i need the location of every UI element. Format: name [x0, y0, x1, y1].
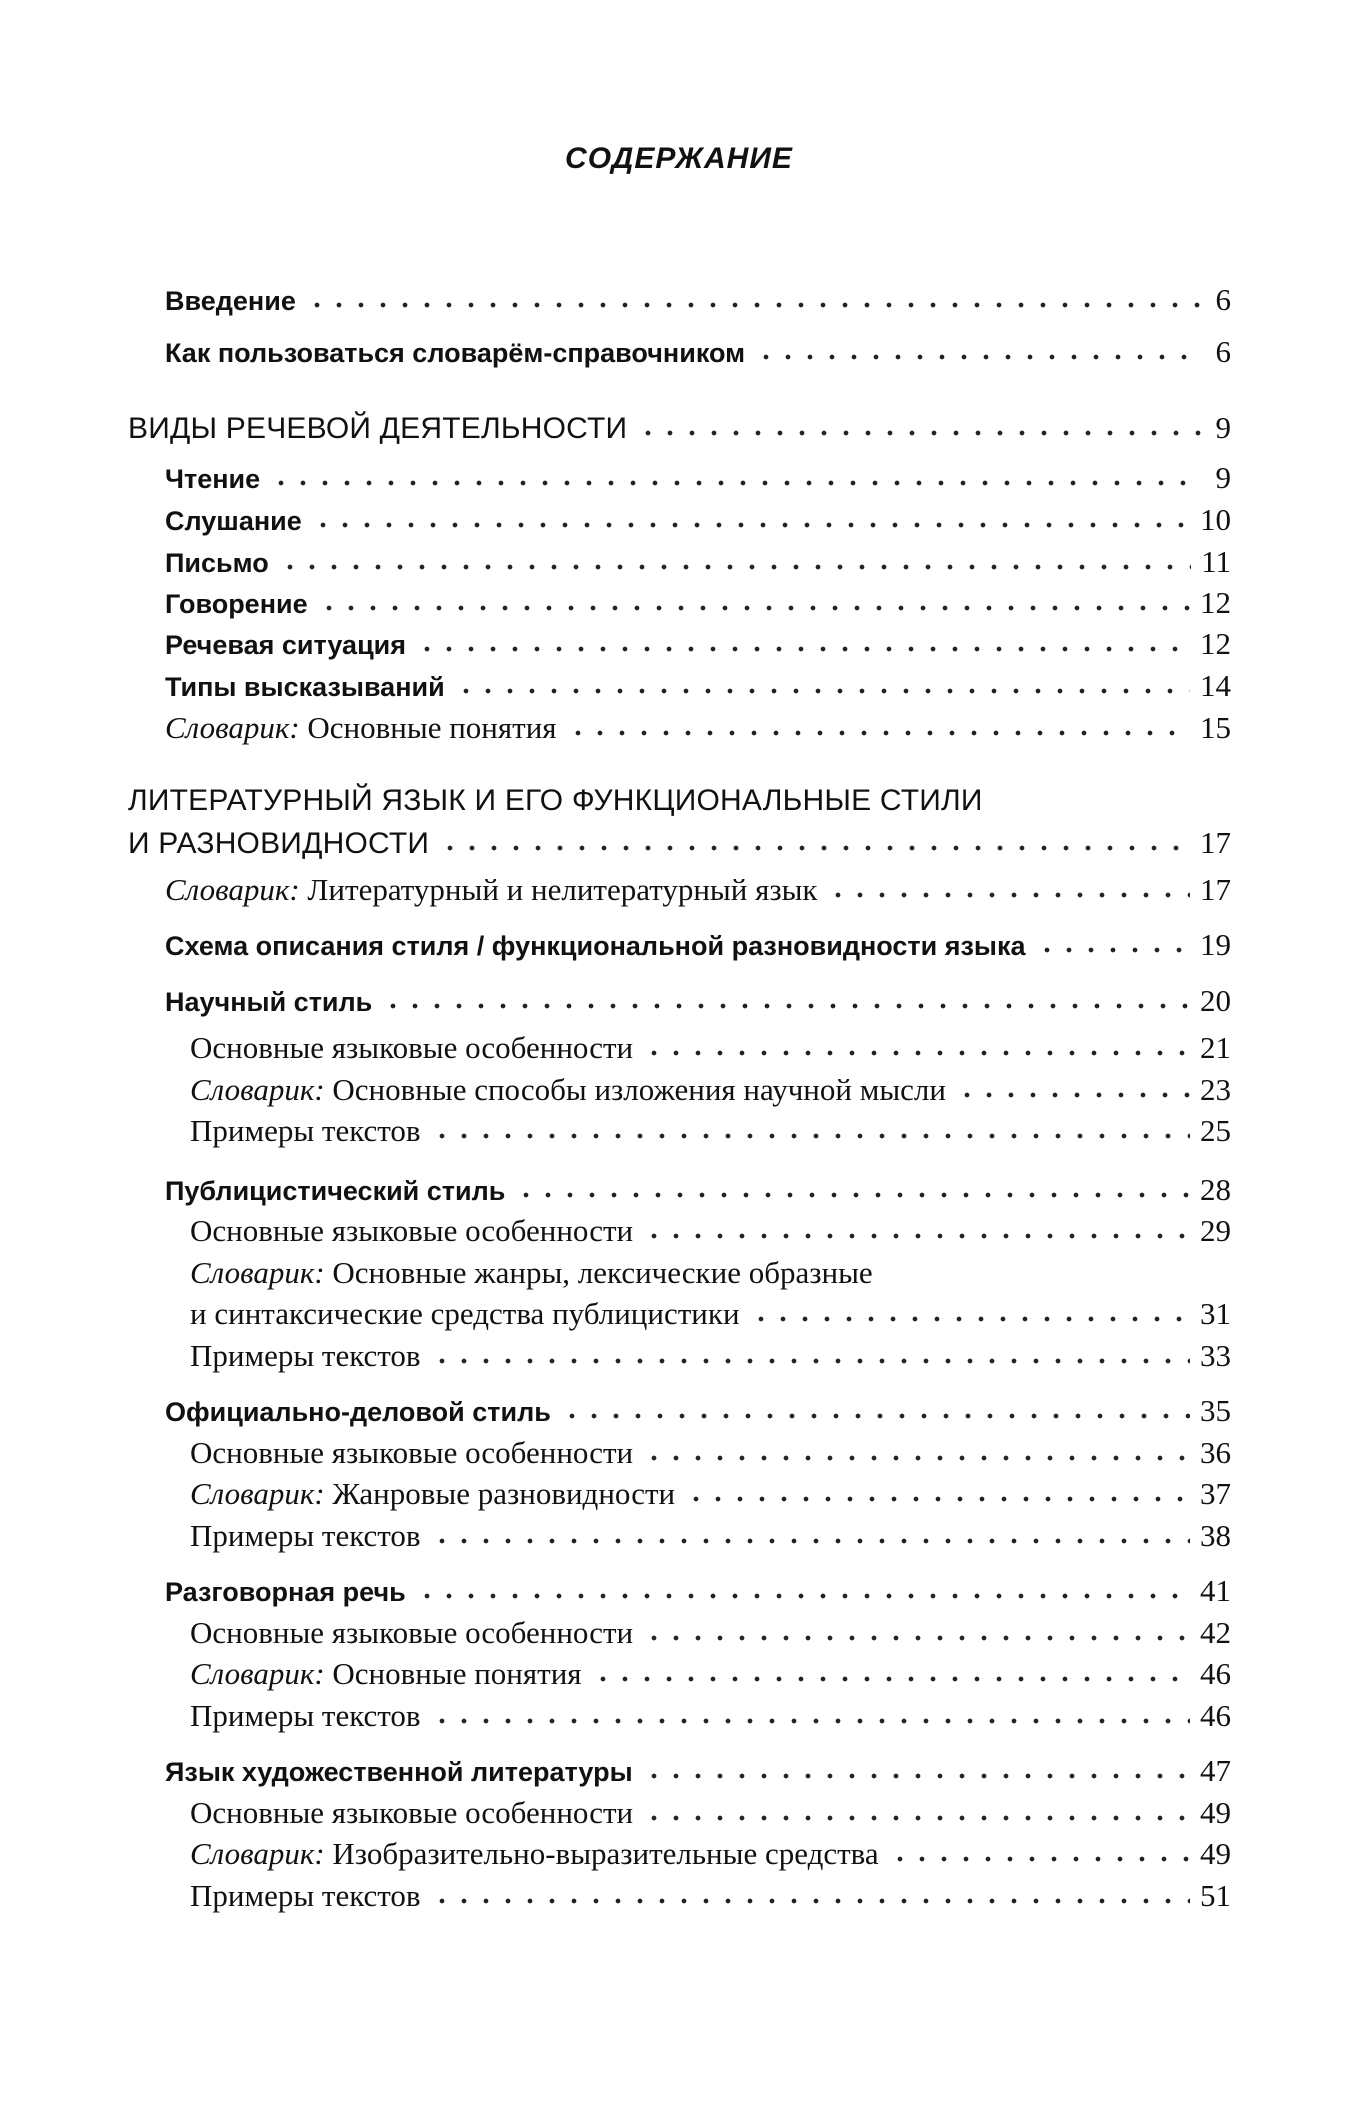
toc-entry-label [128, 824, 429, 864]
toc-entry-text: Чтение [165, 464, 261, 494]
toc-entry-label [190, 1793, 633, 1833]
page-number: 36 [1200, 1435, 1231, 1470]
page-number: 14 [1200, 668, 1231, 703]
toc-entry-label [165, 543, 269, 583]
dot-leader [643, 1623, 1190, 1643]
toc-entry-text: Речевая ситуация [165, 630, 407, 660]
toc-entry-prefix: Словарик: [190, 1255, 325, 1290]
toc-entry[interactable] [0, 1336, 1358, 1376]
toc-entry-label [165, 584, 308, 624]
toc-entry[interactable] [0, 280, 1358, 320]
dot-leader [279, 552, 1191, 572]
page-number: 19 [1200, 927, 1231, 962]
toc-entry[interactable] [0, 1028, 1358, 1068]
toc-entry[interactable] [0, 1294, 1358, 1334]
toc-entry-text: Научный стиль [165, 987, 373, 1017]
dot-leader [455, 676, 1190, 696]
toc-entry[interactable] [0, 332, 1358, 372]
toc-entry[interactable] [0, 1751, 1358, 1791]
dot-leader [439, 833, 1190, 853]
dot-leader [956, 1080, 1190, 1100]
page-number: 11 [1201, 544, 1231, 579]
page-number: 9 [1215, 410, 1231, 445]
page-number: 38 [1200, 1518, 1231, 1553]
dot-leader [637, 418, 1201, 438]
toc-entry-text: Официально-деловой стиль [165, 1397, 551, 1427]
toc-entry-text: Слушание [165, 506, 302, 536]
dot-leader [306, 290, 1201, 310]
toc-entry-text: Введение [165, 286, 296, 316]
toc-entry-text: Основные понятия [307, 710, 557, 745]
toc-entry-label [165, 1392, 551, 1432]
toc-entry-text: Схема описания стиля / функциональной разновидности языка [165, 931, 1026, 961]
toc-entry-label [190, 1211, 633, 1251]
toc-entry-label [190, 1070, 946, 1110]
toc-entry[interactable] [0, 781, 1358, 821]
toc-entry-text: Как пользоваться словарём-справочником [165, 338, 746, 368]
page-number: 21 [1200, 1030, 1231, 1065]
toc-entry-label [190, 1516, 421, 1556]
toc-entry-text: Жанровые разновидности [332, 1476, 676, 1511]
toc-entry-label [165, 625, 406, 665]
page-number: 17 [1200, 872, 1231, 907]
toc-entry-label [165, 870, 817, 910]
toc-entry[interactable] [0, 408, 1358, 448]
page-number: 10 [1200, 502, 1231, 537]
page-number: 47 [1200, 1753, 1231, 1788]
page-number: 46 [1200, 1656, 1231, 1691]
toc-entry[interactable] [0, 500, 1358, 540]
dot-leader [431, 1886, 1190, 1906]
toc-entry-label [128, 784, 983, 817]
toc-entry-label [190, 1876, 421, 1916]
toc-entry[interactable] [0, 1834, 1358, 1874]
page-number: 6 [1215, 282, 1231, 317]
toc-entry-prefix: Словарик: [190, 1476, 325, 1511]
toc-entry-label [190, 1696, 421, 1736]
toc-entry-label [165, 667, 445, 707]
page-number: 23 [1200, 1072, 1231, 1107]
toc-entry[interactable] [0, 1793, 1358, 1833]
toc-entry-label [165, 1572, 406, 1612]
toc-entry[interactable] [0, 1571, 1358, 1611]
toc-entry-text: Примеры текстов [190, 1113, 421, 1148]
dot-leader [643, 1761, 1190, 1781]
toc-entry-prefix: Словарик: [190, 1836, 325, 1871]
toc-entry[interactable] [0, 1111, 1358, 1151]
toc-entry-text: Основные языковые особенности [190, 1435, 634, 1470]
dot-leader [416, 634, 1190, 654]
toc-entry-text: Основные языковые особенности [190, 1213, 634, 1248]
toc-entry-label [190, 1834, 879, 1874]
toc-entry-prefix: Словарик: [165, 872, 300, 907]
toc-entry-text: Примеры текстов [190, 1338, 421, 1373]
toc-entry-text: и синтаксические средства публицистики [190, 1296, 740, 1331]
toc-entry-label [190, 1336, 421, 1376]
page-number: 28 [1200, 1172, 1231, 1207]
toc-entry-text: ЛИТЕРАТУРНЫЙ ЯЗЫК И ЕГО ФУНКЦИОНАЛЬНЫЕ СТИЛИ [128, 784, 983, 817]
dot-leader [750, 1304, 1190, 1324]
toc-entry-text: Примеры текстов [190, 1878, 421, 1913]
toc-entry-text: Основные понятия [332, 1656, 582, 1691]
toc-entry-label [165, 982, 372, 1022]
toc-entry[interactable] [0, 925, 1358, 965]
page-number: 33 [1200, 1338, 1231, 1373]
toc-entry[interactable] [0, 1613, 1358, 1653]
toc-entry[interactable] [0, 1170, 1358, 1210]
toc-entry[interactable] [0, 708, 1358, 748]
page-number: 35 [1200, 1393, 1231, 1428]
page-number: 37 [1200, 1476, 1231, 1511]
page-number: 51 [1200, 1878, 1231, 1913]
page-number: 25 [1200, 1113, 1231, 1148]
toc-entry-label [190, 1255, 873, 1290]
toc-entry[interactable] [0, 981, 1358, 1021]
page-number: 17 [1200, 825, 1231, 860]
toc-entry-label [190, 1613, 633, 1653]
page-number: 6 [1215, 334, 1231, 369]
toc-entry-label [165, 333, 745, 373]
toc-entry-prefix: Словарик: [190, 1656, 325, 1691]
page-number: 20 [1200, 983, 1231, 1018]
page-number: 41 [1200, 1573, 1231, 1608]
toc-entry[interactable] [0, 583, 1358, 623]
page-number: 9 [1215, 460, 1231, 495]
toc-entry-text: ВИДЫ РЕЧЕВОЙ ДЕЯТЕЛЬНОСТИ [128, 412, 628, 445]
dot-leader [889, 1844, 1190, 1864]
dot-leader [515, 1180, 1190, 1200]
toc-entry[interactable] [0, 666, 1358, 706]
dot-leader [431, 1121, 1190, 1141]
dot-leader [827, 880, 1190, 900]
toc-entry-label [165, 708, 557, 748]
dot-leader [643, 1443, 1190, 1463]
page-number: 12 [1200, 585, 1231, 620]
toc-entry-text: Основные языковые особенности [190, 1795, 634, 1830]
toc-entry-label [165, 501, 302, 541]
toc-entry-text: Литературный и нелитературный язык [307, 872, 818, 907]
toc-entry[interactable] [0, 1070, 1358, 1110]
dot-leader [1036, 935, 1190, 955]
toc-entry-text: И РАЗНОВИДНОСТИ [128, 827, 430, 860]
toc-entry-label [190, 1111, 421, 1151]
toc-entry[interactable] [0, 1433, 1358, 1473]
toc-entry[interactable] [0, 1654, 1358, 1694]
toc-entry[interactable] [0, 1474, 1358, 1514]
page-number: 29 [1200, 1213, 1231, 1248]
toc-entry[interactable] [0, 870, 1358, 910]
page-title: СОДЕРЖАНИЕ [565, 142, 793, 175]
dot-leader [270, 468, 1201, 488]
toc-entry-text: Говорение [165, 589, 308, 619]
dot-leader [643, 1803, 1190, 1823]
dot-leader [685, 1484, 1190, 1504]
toc-entry-text: Основные жанры, лексические образные [332, 1255, 873, 1290]
toc-entry-prefix: Словарик: [165, 710, 300, 745]
dot-leader [561, 1401, 1190, 1421]
toc-entry-text: Письмо [165, 548, 269, 578]
toc-entry[interactable] [0, 1516, 1358, 1556]
page-number: 42 [1200, 1615, 1231, 1650]
toc-entry-text: Разговорная речь [165, 1577, 406, 1607]
toc-entry-text: Примеры текстов [190, 1518, 421, 1553]
page-number: 12 [1200, 626, 1231, 661]
toc-entry-label [190, 1654, 582, 1694]
toc-entry-prefix: Словарик: [190, 1072, 325, 1107]
toc-entry-text: Основные способы изложения научной мысли [332, 1072, 946, 1107]
toc-entry-text: Основные языковые особенности [190, 1615, 634, 1650]
dot-leader [416, 1581, 1190, 1601]
dot-leader [567, 718, 1190, 738]
dot-leader [643, 1038, 1190, 1058]
toc-entry[interactable] [0, 1391, 1358, 1431]
dot-leader [312, 510, 1190, 530]
toc-entry-text: Изобразительно-выразительные средства [332, 1836, 879, 1871]
toc-entry-label [190, 1433, 633, 1473]
toc-entry-label [165, 281, 296, 321]
dot-leader [431, 1346, 1190, 1366]
toc-entry-label [190, 1028, 633, 1068]
page-number: 49 [1200, 1836, 1231, 1871]
toc-entry[interactable] [0, 542, 1358, 582]
toc-entry-label [165, 459, 260, 499]
page-number: 46 [1200, 1698, 1231, 1733]
toc-entry[interactable] [0, 1696, 1358, 1736]
page-number: 15 [1200, 710, 1231, 745]
dot-leader [431, 1526, 1190, 1546]
dot-leader [431, 1706, 1190, 1726]
toc-entry-text: Примеры текстов [190, 1698, 421, 1733]
toc-entry[interactable] [0, 624, 1358, 664]
toc-entry[interactable] [0, 1876, 1358, 1916]
dot-leader [318, 593, 1190, 613]
toc-entry[interactable] [0, 823, 1358, 863]
dot-leader [382, 991, 1190, 1011]
toc-entry-label [128, 409, 627, 449]
dot-leader [755, 342, 1201, 362]
page-number: 49 [1200, 1795, 1231, 1830]
dot-leader [592, 1664, 1190, 1684]
toc-entry-label [190, 1474, 675, 1514]
toc-entry[interactable] [0, 1253, 1358, 1293]
toc-entry-text: Основные языковые особенности [190, 1030, 634, 1065]
toc-entry-text: Публицистический стиль [165, 1176, 506, 1206]
toc-entry-text: Типы высказываний [165, 672, 445, 702]
toc-entry-text: Язык художественной литературы [165, 1757, 633, 1787]
toc-entry[interactable] [0, 458, 1358, 498]
toc-entry-label [165, 1752, 633, 1792]
toc-entry-label [165, 1171, 505, 1211]
dot-leader [643, 1221, 1190, 1241]
toc-entry[interactable] [0, 1211, 1358, 1251]
toc-entry-label [190, 1294, 740, 1334]
toc-entry-label [165, 926, 1026, 966]
page-number: 31 [1200, 1296, 1231, 1331]
